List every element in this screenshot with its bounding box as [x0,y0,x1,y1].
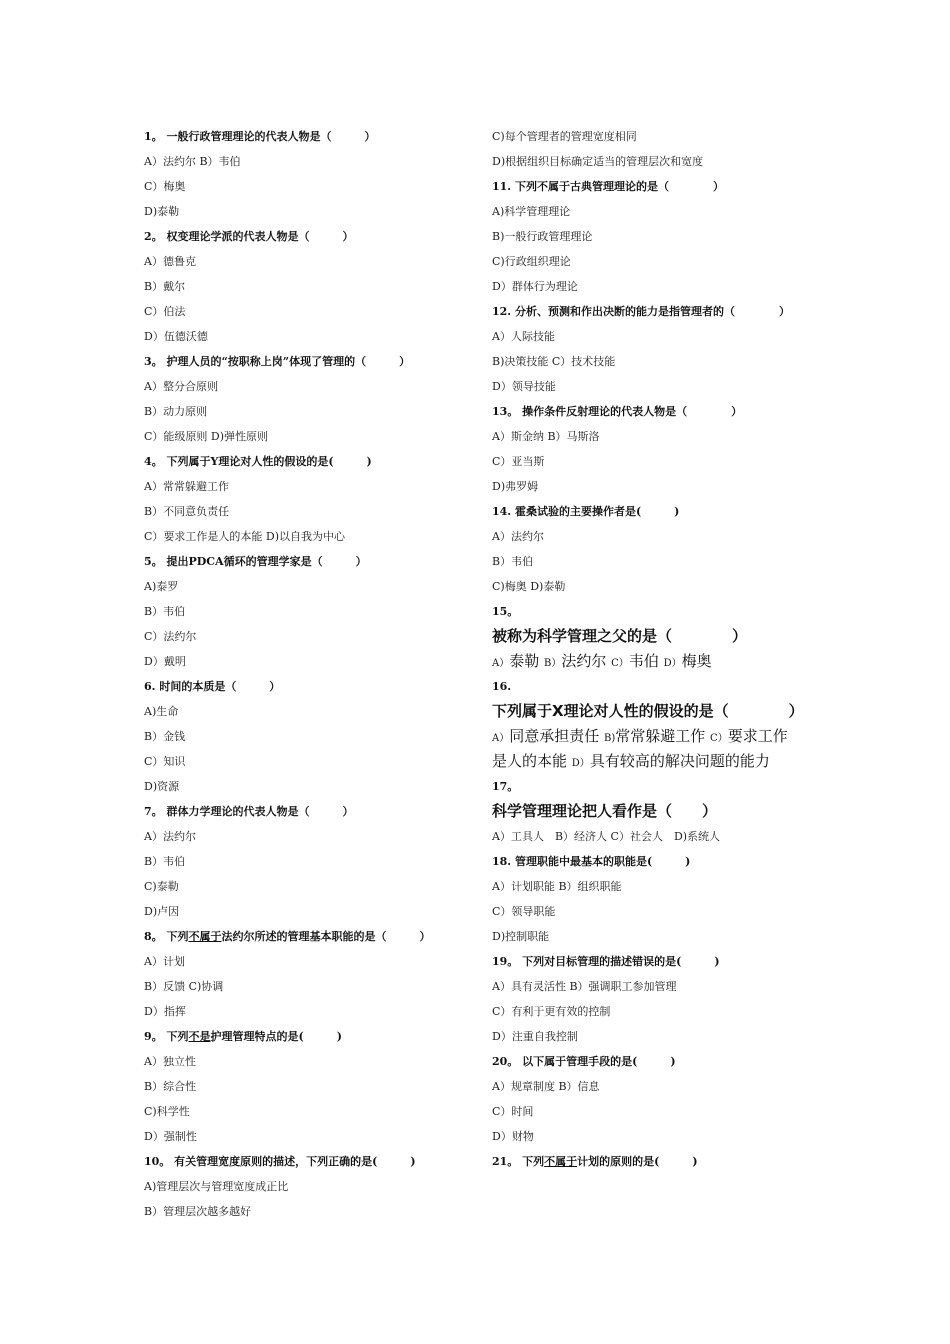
option-line: A）独立性 [144,1055,196,1068]
option-line: B）动力原则 [144,405,208,418]
option-line: D）指挥 [144,1005,186,1018]
option-line: A）常常躲避工作 [144,480,229,493]
option-line: C）有利于更有效的控制 [492,1005,611,1018]
option-line: C)行政组织理论 [492,255,571,268]
question-line: 20。 以下属于管理手段的是( ) [492,1055,676,1068]
option-line: D）伍德沃德 [144,330,208,343]
option-line: A)管理层次与管理宽度成正比 [144,1180,289,1193]
right-column [492,124,812,1174]
option-line: A）泰勒 B）法约尔 C）韦伯 D）梅奥 [492,652,712,670]
option-line: B)一般行政管理理论 [492,230,593,243]
option-line: A）斯金纳 B）马斯洛 [492,430,600,443]
option-line: D)卢因 [144,905,180,918]
question-line: 19。 下列对目标管理的描述错误的是( ) [492,955,720,968]
question-line: 9。 下列不是护理管理特点的是( ) [144,1030,342,1043]
question-line: 8。 下列不属于法约尔所述的管理基本职能的是（ ） [144,930,431,943]
option-line: C）领导职能 [492,905,556,918]
question-line: 5。 提出PDCA循环的管理学家是（ ） [144,555,367,568]
option-line: A）法约尔 B）韦伯 [144,155,241,168]
option-line: D）强制性 [144,1130,197,1143]
option-line: C)泰勒 [144,880,179,893]
option-line: B）戴尔 [144,280,186,293]
question-line: 17。 [492,780,519,793]
option-line: D）注重自我控制 [492,1030,578,1043]
option-line: A）整分合原则 [144,380,218,393]
option-line: D)控制职能 [492,930,550,943]
option-line: A）同意承担责任 B)常常躲避工作 C）要求工作 [492,727,788,745]
option-line: C）能级原则 D)弹性原则 [144,430,269,443]
option-line: D)资源 [144,780,180,793]
option-line: C）伯法 [144,305,186,318]
option-line: D）戴明 [144,655,186,668]
question-line: 2。 权变理论学派的代表人物是（ ） [144,230,354,243]
option-line: A)生命 [144,705,179,718]
option-line: A）法约尔 [492,530,544,543]
option-line: B）管理层次越多越好 [144,1205,252,1218]
question-line: 6. 时间的本质是（ ） [144,680,281,693]
option-line: C）梅奥 [144,180,186,193]
option-line: D）财物 [492,1130,534,1143]
option-line: A）人际技能 [492,330,555,343]
option-line: A）计划 [144,955,185,968]
option-line: A）规章制度 B）信息 [492,1080,600,1093]
option-line: B）韦伯 [144,605,186,618]
question-line: 14. 霍桑试验的主要操作者是( ) [492,505,680,518]
option-line: C）知识 [144,755,186,768]
option-line: A）计划职能 B）组织职能 [492,880,622,893]
question-line: 1。 一般行政管理理论的代表人物是（ ） [144,130,376,143]
option-line: C）时间 [492,1105,534,1118]
option-line: B)决策技能 C）技术技能 [492,355,616,368]
option-line: B）韦伯 [492,555,534,568]
option-line: D)根据组织目标确定适当的管理层次和宽度 [492,155,704,168]
left-column [144,124,474,1224]
option-line: D）领导技能 [492,380,556,393]
option-line: C)科学性 [144,1105,190,1118]
question-line: 下列属于X理论对人性的假设的是（ ） [492,702,804,720]
question-line: 4。 下列属于Y理论对人性的假设的是( ) [144,455,372,468]
option-line: A）法约尔 [144,830,196,843]
option-line: D)弗罗姆 [492,480,539,493]
option-line: 是人的本能 D）具有较高的解决问题的能力 [492,752,770,770]
option-line: A)科学管理理论 [492,205,571,218]
option-line: C)梅奥 D)泰勒 [492,580,566,593]
option-line: D)泰勒 [144,205,180,218]
option-line: B）韦伯 [144,855,186,868]
question-line: 16. [492,680,512,693]
option-line: A）具有灵活性 B）强调职工参加管理 [492,980,677,993]
option-line: A）工具人 B）经济人 C）社会人 D)系统人 [492,830,721,843]
question-line: 科学管理理论把人看作是（ ） [492,802,718,820]
option-line: A)泰罗 [144,580,179,593]
option-line: C)每个管理者的管理宽度相同 [492,130,637,143]
question-line: 12. 分析、预测和作出决断的能力是指管理者的（ ） [492,305,790,318]
option-line: C）亚当斯 [492,455,545,468]
option-line: B）反馈 C)协调 [144,980,224,993]
option-line: A）德鲁克 [144,255,196,268]
question-line: 13。 操作条件反射理论的代表人物是（ ） [492,405,743,418]
question-line: 18. 管理职能中最基本的职能是( ) [492,855,691,868]
question-line: 7。 群体力学理论的代表人物是（ ） [144,805,354,818]
question-line: 15。 [492,605,519,618]
question-line: 21。 下列不属于计划的原则的是( ) [492,1155,698,1168]
option-line: B）不同意负责任 [144,505,230,518]
option-line: D）群体行为理论 [492,280,578,293]
question-line: 3。 护理人员的“按职称上岗”体现了管理的（ ） [144,355,411,368]
option-line: B）金钱 [144,730,186,743]
option-line: C）要求工作是人的本能 D)以自我为中心 [144,530,346,543]
question-line: 10。 有关管理宽度原则的描述，下列正确的是( ) [144,1155,416,1168]
option-line: C）法约尔 [144,630,197,643]
question-line: 11. 下列不属于古典管理理论的是（ ） [492,180,724,193]
question-line: 被称为科学管理之父的是（ ） [492,627,748,645]
option-line: B）综合性 [144,1080,197,1093]
